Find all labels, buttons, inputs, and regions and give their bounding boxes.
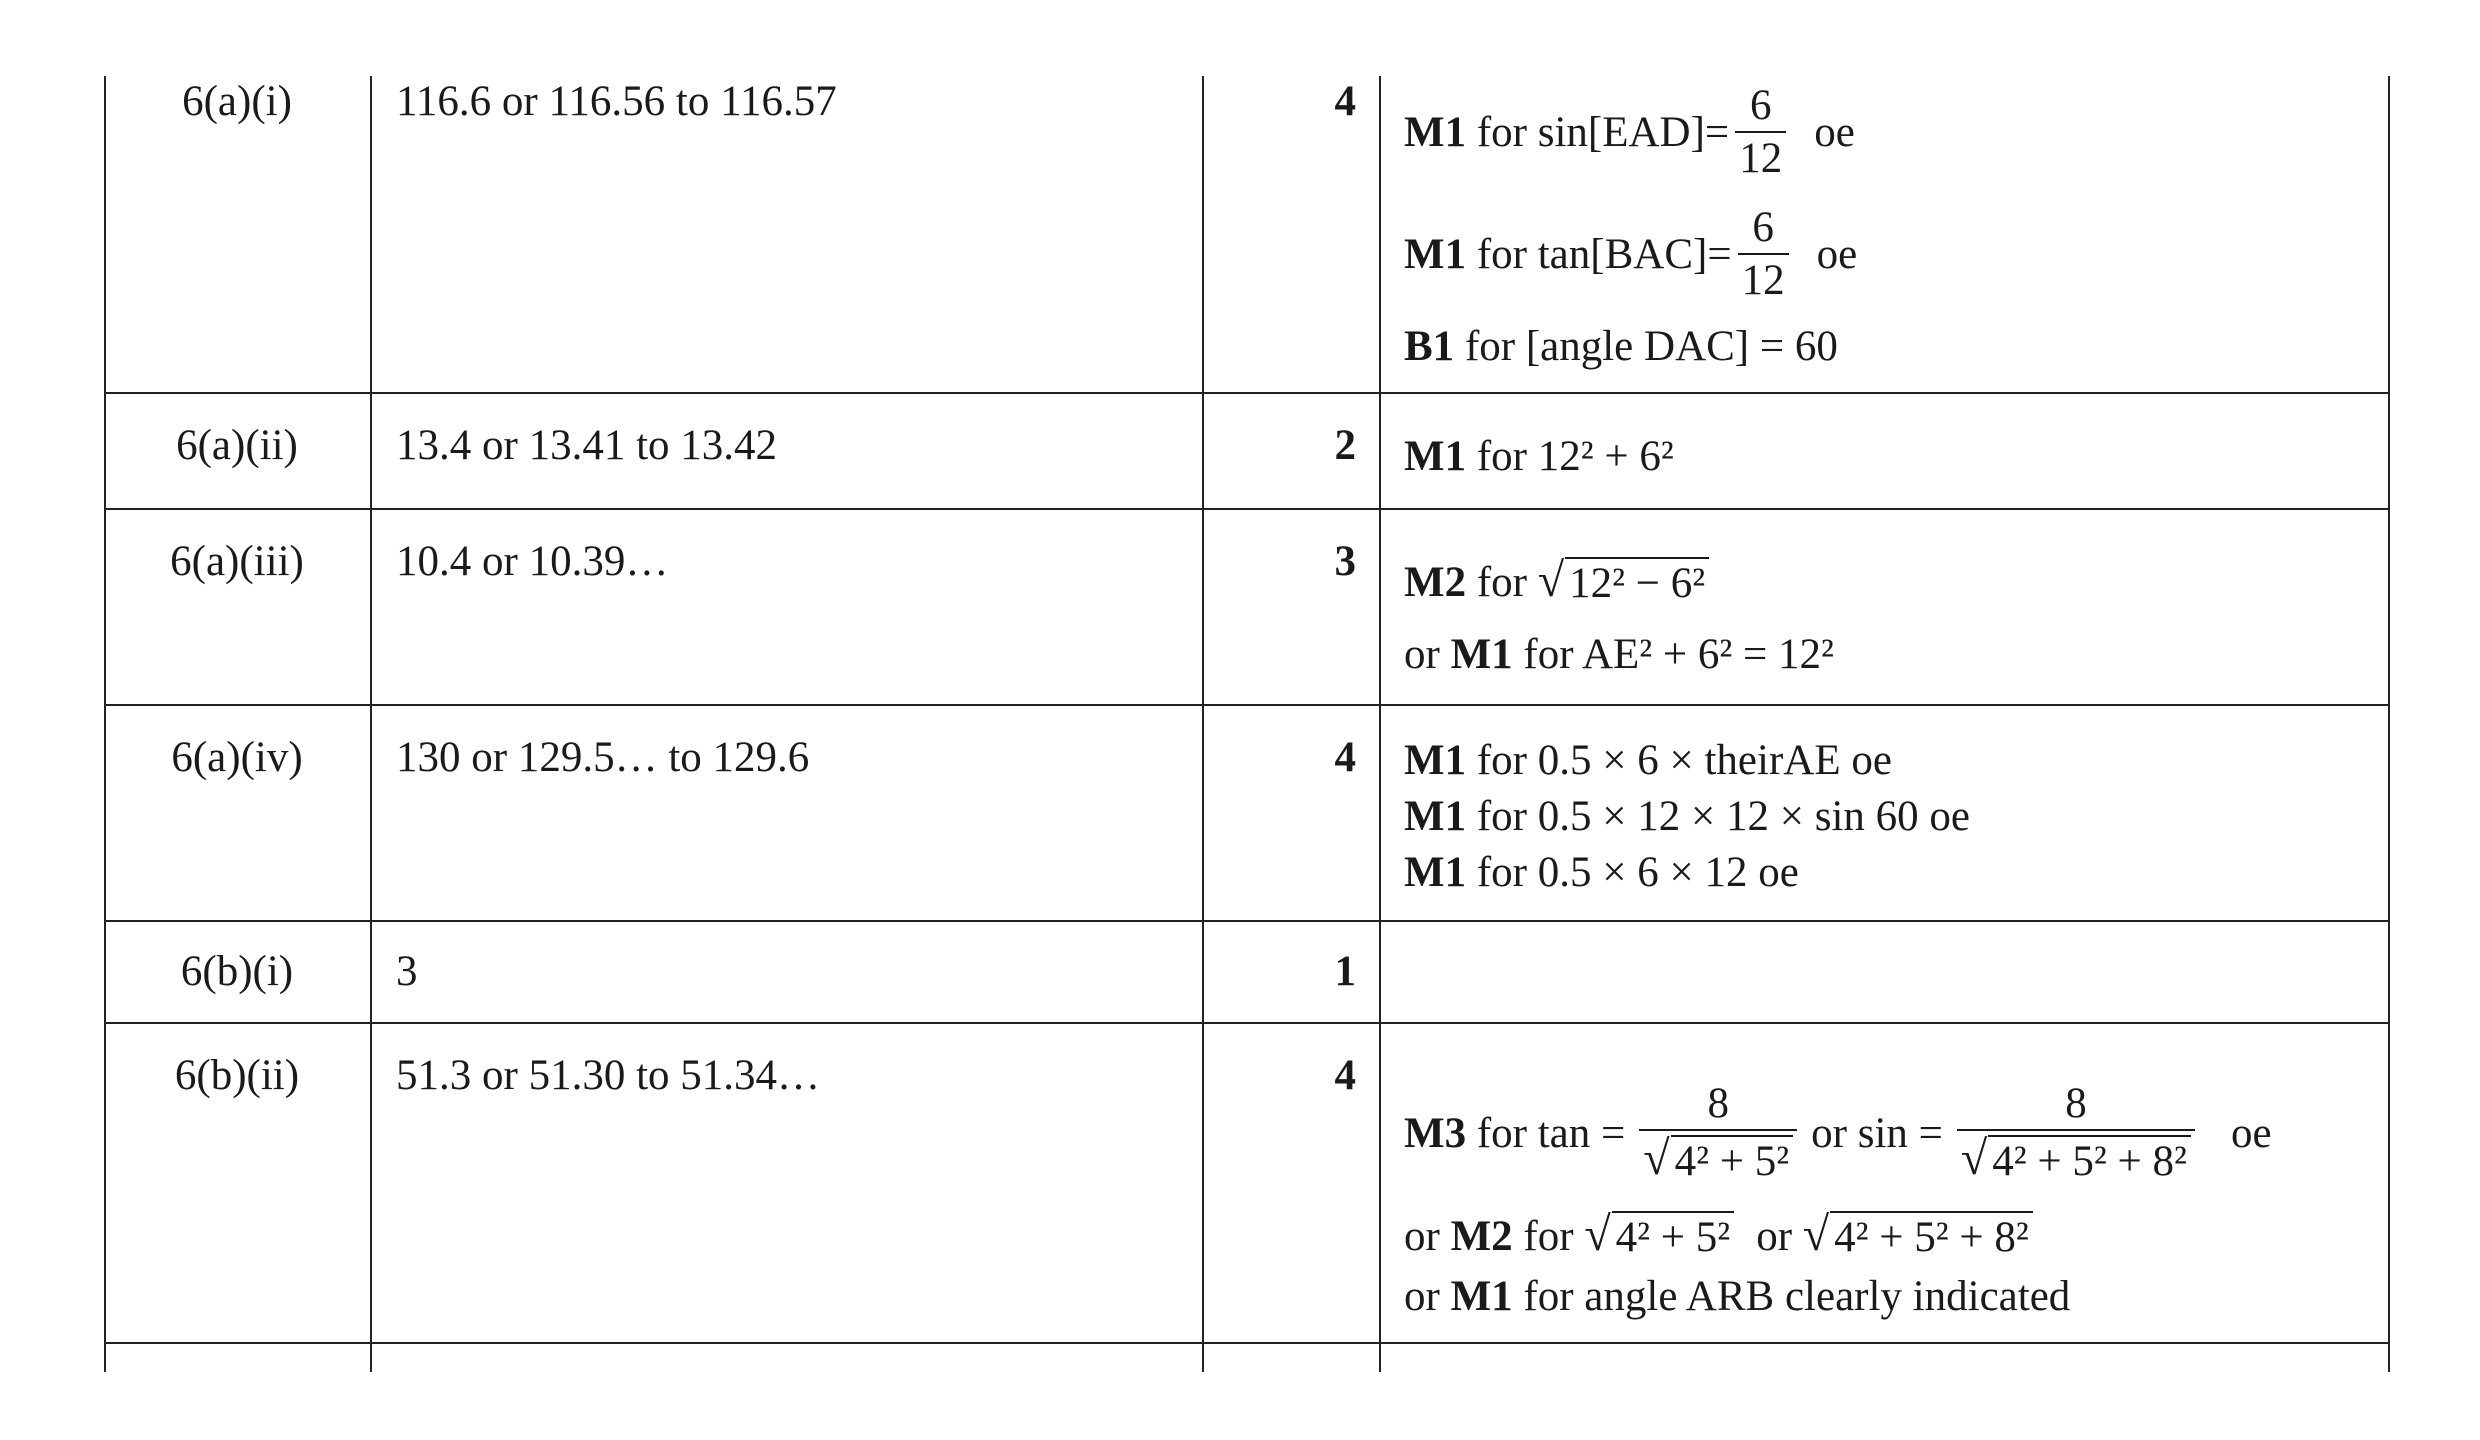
table-divider-2 <box>1202 76 1204 1372</box>
table-border-left <box>104 76 106 1372</box>
answer-text: 116.6 or 116.56 to 116.57 <box>396 78 837 125</box>
math-expression: tan[BAC]= <box>1537 230 1732 278</box>
row-divider <box>104 1022 2390 1024</box>
row-divider <box>104 920 2390 922</box>
question-number: 6(a)(ii) <box>176 422 298 469</box>
question-number: 6(b)(i) <box>180 948 294 995</box>
square-root: √ 12² − 6² <box>1538 557 1709 606</box>
square-root: √ 4² + 5² + 8² <box>1803 1211 2033 1260</box>
guidance-line: M3 for tan = 8 √ 4² + 5² or sin = 8 √ 4² + 5² + 8² oe <box>1404 1079 2272 1186</box>
row-divider <box>104 704 2390 706</box>
answer-text: 10.4 or 10.39… <box>396 538 669 585</box>
table-divider-3 <box>1379 76 1381 1372</box>
question-number: 6(a)(iv) <box>171 734 303 781</box>
fraction: $\frac{6}{12}$ <box>1738 206 1789 302</box>
guidance-line: M1 for 0.5 × 12 × 12 × sin 60 oe <box>1404 792 1970 840</box>
answer-text: 3 <box>396 948 418 995</box>
question-number: 6(a)(iii) <box>170 538 304 585</box>
square-root: √ 4² + 5² <box>1643 1135 1793 1184</box>
marks-value: 3 <box>1334 538 1356 585</box>
marks-value: 2 <box>1334 422 1356 469</box>
guidance-line: M1 for 12² + 6² <box>1404 432 1674 480</box>
square-root: √ 4² + 5² + 8² <box>1961 1135 2191 1184</box>
math-expression: sin[EAD]= <box>1537 108 1730 156</box>
guidance-line: M1 for tan[BAC]= $\frac{6}{12}$ oe <box>1404 204 1858 304</box>
question-number: 6(b)(ii) <box>174 1052 300 1099</box>
marks-value: 4 <box>1334 78 1356 125</box>
answer-text: 13.4 or 13.41 to 13.42 <box>396 422 778 469</box>
square-root: √ 4² + 5² <box>1584 1211 1734 1260</box>
row-divider <box>104 392 2390 394</box>
guidance-line: or M1 for AE² + 6² = 12² <box>1404 630 1834 678</box>
guidance-line: M1 for 0.5 × 6 × theirAE oe <box>1404 736 1892 784</box>
fraction: $\frac{6}{12}$ <box>1735 84 1786 180</box>
guidance-line: M2 for √ 12² − 6² <box>1404 552 1709 612</box>
marks-value: 1 <box>1334 948 1356 995</box>
question-number: 6(a)(i) <box>182 78 292 125</box>
guidance-line: M1 for 0.5 × 6 × 12 oe <box>1404 848 1799 896</box>
answer-text: 130 or 129.5… to 129.6 <box>396 734 810 781</box>
guidance-line: or M2 for √ 4² + 5² or √ 4² + 5² + 8² <box>1404 1206 2033 1266</box>
fraction: 8 √ 4² + 5² <box>1639 1082 1797 1185</box>
answer-text: 51.3 or 51.30 to 51.34… <box>396 1052 821 1099</box>
table-border-right <box>2388 76 2390 1372</box>
row-divider <box>104 1342 2390 1344</box>
fraction: 8 √ 4² + 5² + 8² <box>1957 1082 2195 1185</box>
table-divider-1 <box>370 76 372 1372</box>
guidance-line: or M1 for angle ARB clearly indicated <box>1404 1272 2071 1320</box>
marks-value: 4 <box>1334 1052 1356 1099</box>
marks-value: 4 <box>1334 734 1356 781</box>
guidance-line: B1 for [angle DAC] = 60 <box>1404 322 1838 370</box>
row-divider <box>104 508 2390 510</box>
guidance-line: M1 for sin[EAD]= $\frac{6}{12}$ oe <box>1404 82 1855 182</box>
